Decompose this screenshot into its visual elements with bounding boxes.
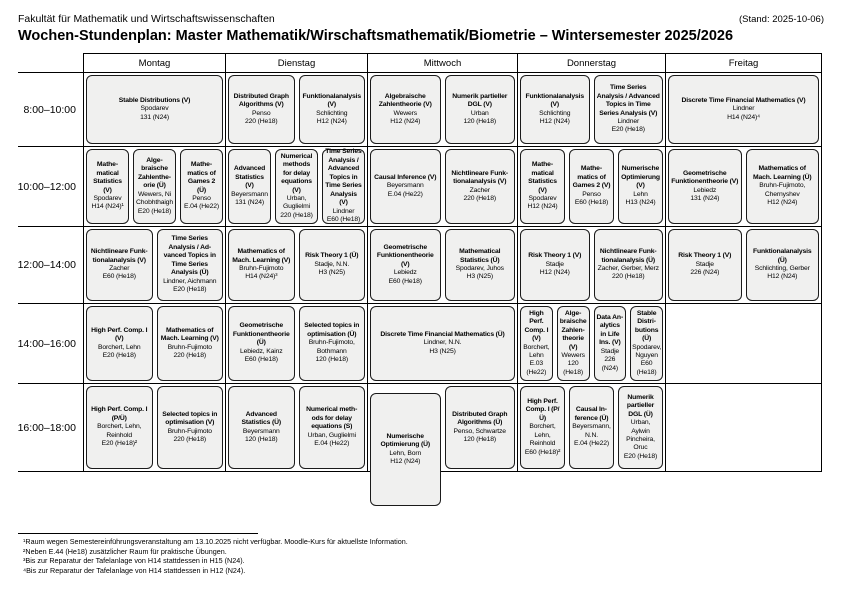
course-title: Numerical methods for delay equations (S): [306, 406, 358, 431]
course-room: 120 (He18): [563, 360, 584, 376]
slot-dienstag: [226, 73, 368, 147]
course-lecturers: Stadje: [600, 347, 620, 355]
faculty-name: Fakultät für Mathematik und Wirtschaftswissenschaften: [18, 13, 275, 25]
timetable-corner: [18, 53, 84, 73]
course-room: H3 (N25): [466, 273, 493, 281]
day-header-mittwoch: Mittwoch: [368, 53, 518, 73]
course-title: High Perf. Comp. I (P/Ü): [525, 397, 560, 422]
course-card: [228, 306, 295, 381]
course-room: E.04 (He22): [387, 190, 423, 198]
course-title: Advanced Statistics (Ü): [241, 410, 281, 427]
course-room: H12 (N24): [767, 199, 798, 207]
course-lecturers: Spodarev: [93, 194, 122, 202]
course-title: Causal Inference (Ü): [574, 406, 609, 422]
course-lecturers: Wewers: [561, 351, 585, 359]
slot-montag: [84, 147, 226, 227]
course-lecturers: Schlichting: [539, 109, 571, 117]
course-card: [445, 229, 516, 301]
course-room: 120 (He18): [244, 435, 278, 443]
course-room: 131 (N24): [690, 194, 720, 202]
course-room: H12 (N24): [390, 117, 421, 125]
course-title: Nichtlineare Funktionalanalysis (V): [451, 169, 509, 186]
slot-montag: [84, 227, 226, 304]
course-title: Algebraische Zahlentheorie (V): [378, 92, 432, 109]
course-lecturers: Beyersmann: [231, 190, 268, 198]
course-title: Time Series Analysis / Advanced Topics in Time Series Analysis (V): [596, 84, 660, 117]
course-room: 120 (He18): [315, 356, 348, 364]
course-lecturers: Lebiedz: [693, 186, 717, 194]
course-lecturers: Beyersmann, N.N.: [572, 423, 611, 439]
course-room: H3 (N25): [318, 269, 345, 277]
course-title: Risk Theory 1 (V): [528, 252, 582, 260]
course-lecturers: Borchert, Lehn: [98, 343, 141, 351]
course-room: E60 (He18): [574, 199, 609, 207]
slot-donnerstag: [518, 384, 666, 472]
course-card: [746, 149, 820, 224]
course-lecturers: Stadje: [545, 260, 564, 268]
course-room: 220 (He18): [244, 117, 278, 125]
course-room: E60 (He18): [244, 356, 278, 364]
course-title: Mathematical Statistics (V): [528, 161, 557, 194]
course-room: 120 (He18): [463, 435, 496, 443]
slot-montag: [84, 304, 226, 384]
course-room: E20 (He18): [137, 207, 172, 215]
course-title: Numerische Optimierung (Ü): [380, 432, 430, 449]
course-room: H12 (N24): [316, 117, 347, 125]
course-title: Stable Distributions (V): [118, 96, 191, 104]
course-lecturers: Bruhn-Fujimoto, Chernyshev: [759, 182, 806, 198]
course-lecturers: Wewers, Ni Chobhthaigh: [136, 190, 173, 207]
course-lecturers: Lebiedz: [393, 269, 417, 277]
course-title: Time Series Analysis / Advanced Topics in Time Series Analysis (V): [325, 148, 362, 207]
course-room: 220 (He18): [611, 273, 645, 281]
course-title: Numerische Optimierung (V): [621, 165, 660, 190]
footnote-rule: [18, 533, 258, 534]
course-room: H14 (N24)⁴: [727, 113, 760, 121]
course-title: Selected topics in optimisation (V): [162, 410, 218, 427]
course-lecturers: Bruhn-Fujimoto: [167, 343, 212, 351]
course-lecturers: Beyersmann: [242, 427, 280, 435]
course-title: Geometrische Funktionentheorie (V): [376, 243, 434, 268]
course-card: [86, 306, 153, 381]
course-lecturers: Lindner, N.N.: [423, 339, 462, 347]
slot-mittwoch: [368, 73, 518, 147]
course-room: E20 (He18): [623, 452, 658, 460]
course-title: Causal Inference (V): [374, 173, 437, 181]
course-card: [322, 149, 365, 224]
course-room: H12 (N24): [527, 203, 558, 211]
course-title: Selected topics in optimisation (Ü): [304, 322, 360, 338]
slot-donnerstag: [518, 73, 666, 147]
course-lecturers: Spodarev: [140, 105, 169, 113]
course-card: [86, 386, 153, 469]
course-lecturers: Lindner: [732, 105, 755, 113]
course-room: H12 (N24): [539, 269, 570, 277]
course-card: [445, 75, 516, 144]
course-room: 226 (N24): [690, 269, 720, 277]
course-title: Mathematics of Mach. Learning (V): [160, 326, 219, 343]
course-card: [668, 75, 819, 144]
course-title: Mathematical Statistics (V): [93, 161, 122, 194]
footnote: ²Neben E.44 (He18) zusätzlicher Raum für praktische Übungen.: [23, 546, 227, 556]
course-lecturers: Lindner: [332, 207, 355, 215]
course-card: [618, 149, 663, 224]
course-lecturers: Urban: [470, 109, 489, 117]
course-card: [668, 149, 742, 224]
course-title: Geometrische Funktionentheorie (V): [671, 169, 739, 186]
course-room: 220 (He18): [173, 351, 206, 359]
course-lecturers: Lindner: [617, 117, 640, 125]
course-title: Time Series Analysis / Advanced Topics in Time Series Analysis (Ü): [163, 235, 216, 277]
course-title: Distributed Graph Algorithms (V): [233, 92, 289, 109]
slot-donnerstag: [518, 147, 666, 227]
footnotes-section: [18, 533, 824, 576]
course-room: E20 (He18): [173, 286, 207, 294]
course-room: E60 (He18): [326, 216, 361, 224]
time-slot-label: 8:00–10:00: [18, 73, 84, 147]
course-lecturers: Stadje, N.N.: [314, 260, 350, 268]
course-lecturers: Penso: [192, 194, 211, 202]
course-card: [445, 386, 516, 469]
course-card: [133, 149, 176, 224]
course-title: Mathematics of Games 2 (Ü): [187, 161, 216, 194]
course-title: Advanced Statistics (V): [233, 165, 266, 190]
course-title: Mathematics of Mach. Learning (Ü): [753, 165, 812, 181]
course-card: [520, 229, 590, 301]
course-title: Risk Theory 1 (Ü): [305, 252, 359, 260]
course-card: [594, 306, 627, 381]
course-room: H12 (N24): [767, 273, 798, 281]
course-lecturers: Borchert, Lehn: [523, 343, 550, 359]
course-card: [299, 75, 366, 144]
course-lecturers: Penso: [582, 190, 601, 198]
course-card: [370, 75, 441, 144]
course-room: E.03 (He22): [526, 360, 547, 376]
course-title: Numerical methods for delay equations (V): [280, 152, 313, 194]
course-title: Algebraische Zahlentheorie (Ü): [137, 156, 171, 190]
day-header-dienstag: Dienstag: [226, 53, 368, 73]
course-title: Geometrische Funktionentheorie (Ü): [232, 322, 290, 347]
course-room: E60 (He18): [102, 273, 136, 281]
course-card: [445, 149, 516, 224]
slot-montag: [84, 384, 226, 472]
course-room: E20 (He18): [102, 351, 136, 359]
course-card: [228, 386, 295, 469]
course-card: [180, 149, 223, 224]
course-room: H13 (N24): [625, 199, 656, 207]
course-title: Numerik partieller DGL (V): [452, 92, 508, 109]
course-lecturers: Penso: [251, 109, 271, 117]
course-card: [275, 149, 318, 224]
course-card: [569, 149, 614, 224]
course-card: [86, 229, 153, 301]
course-lecturers: Beyersmann: [386, 182, 424, 190]
slot-freitag: [666, 227, 822, 304]
course-lecturers: Schlichting: [316, 109, 348, 117]
course-room: E60 (He18)²: [524, 448, 561, 456]
course-title: Funktionalanalysis (V): [525, 92, 584, 109]
course-room: E.04 (He22): [314, 440, 350, 448]
course-title: High Perf. Comp. I (V): [524, 309, 549, 343]
footnote-list: [18, 537, 824, 576]
slot-mittwoch: [368, 384, 518, 472]
timetable: [18, 53, 824, 472]
course-lecturers: Spodarev, Nguyen: [632, 343, 662, 359]
course-title: Numerik partieller DGL (Ü): [626, 393, 655, 418]
course-room: 131 (N24): [235, 199, 264, 207]
course-card: [157, 229, 224, 301]
course-room: H14 (N24)³: [245, 273, 278, 281]
course-room: E20 (He18): [611, 126, 645, 134]
slot-dienstag: [226, 304, 368, 384]
course-card: [594, 229, 664, 301]
course-room: E20 (He18)²: [101, 440, 137, 448]
course-lecturers: Lehn, Born: [389, 449, 422, 457]
document-header: [18, 13, 824, 25]
course-title: Discrete Time Financial Mathematics (V): [681, 96, 806, 104]
footnote: ¹Raum wegen Semestereinführungsveranstaltung am 13.10.2025 nicht verfügbar. Moodle-Kurs für aktuellste Information.: [23, 537, 408, 546]
course-lecturers: Bruhn-Fujimoto, Bothmann: [308, 339, 355, 355]
footnote: ⁴Bis zur Reparatur der Tafelanlage von H14 stattdessen in H12 (N24).: [23, 566, 246, 576]
course-lecturers: Bruhn-Fujimoto: [239, 265, 284, 272]
time-slot-label: 14:00–16:00: [18, 304, 84, 384]
course-card: [299, 306, 366, 381]
course-room: E60 (He18): [636, 360, 657, 376]
slot-freitag: [666, 384, 822, 472]
time-slot-label: 10:00–12:00: [18, 147, 84, 227]
course-lecturers: Lehn: [633, 190, 648, 198]
course-title: High Perf. Comp. I (V): [91, 326, 148, 343]
course-lecturers: Bruhn-Fujimoto: [167, 427, 212, 435]
time-slot-label: 16:00–18:00: [18, 384, 84, 472]
course-title: Risk Theory 1 (V): [678, 252, 732, 260]
course-lecturers: Urban, Guglielmi: [283, 194, 310, 211]
course-lecturers: Spodarev, Juhos: [455, 265, 504, 272]
slot-mittwoch: [368, 147, 518, 227]
course-room: 220 (He18): [173, 435, 206, 443]
course-lecturers: Zacher: [469, 186, 490, 194]
course-title: Algebraische Zahlentheorie (V): [559, 309, 587, 351]
slot-mittwoch: [368, 304, 518, 384]
course-card: [299, 386, 366, 469]
course-card: [594, 75, 664, 144]
slot-dienstag: [226, 147, 368, 227]
course-card: [668, 229, 742, 301]
course-title: Stable Distributions (Ü): [634, 309, 659, 343]
course-room: 220 (He18): [280, 211, 313, 219]
course-room: 220 (He18): [463, 194, 496, 202]
course-card: [370, 393, 441, 506]
day-header-montag: Montag: [84, 53, 226, 73]
course-title: Funktionalanalysis (Ü): [753, 248, 812, 264]
slot-donnerstag: [518, 227, 666, 304]
course-card: [370, 306, 515, 381]
course-lecturers: Zacher: [109, 265, 130, 272]
course-lecturers: Borchert, Lehn, Reinhold: [97, 423, 142, 439]
slot-freitag: [666, 304, 822, 384]
course-card: [157, 386, 224, 469]
course-lecturers: Spodarev: [528, 194, 557, 202]
course-card: [370, 229, 441, 301]
day-header-freitag: Freitag: [666, 53, 822, 73]
course-card: [157, 306, 224, 381]
course-card: [520, 75, 590, 144]
slot-dienstag: [226, 384, 368, 472]
course-card: [86, 75, 223, 144]
course-title: Funktionalanalysis (V): [302, 92, 361, 109]
slot-donnerstag: [518, 304, 666, 384]
course-room: H12 (N24): [390, 457, 421, 465]
course-title: Nichtlineare Funktionalanalysis (V): [90, 248, 148, 264]
course-card: [520, 306, 553, 381]
slot-freitag: [666, 73, 822, 147]
course-lecturers: Stadje: [695, 260, 714, 268]
course-room: 120 (He18): [463, 117, 496, 125]
course-lecturers: Lebiedz, Kainz: [240, 347, 283, 355]
course-card: [299, 229, 366, 301]
slot-dienstag: [226, 227, 368, 304]
course-card: [630, 306, 663, 381]
day-header-donnerstag: Donnerstag: [518, 53, 666, 73]
footnote: ³Bis zur Reparatur der Tafelanlage von H14 stattdessen in H15 (N24).: [23, 556, 245, 566]
course-title: Mathematical Statistics (Ü): [459, 248, 501, 264]
course-room: 226 (N24): [601, 356, 618, 372]
time-slot-label: 12:00–14:00: [18, 227, 84, 304]
course-room: H14 (N24)¹: [91, 203, 124, 211]
course-lecturers: Lindner, Aichmann: [163, 277, 217, 285]
course-room: E60 (He18): [388, 277, 422, 285]
slot-freitag: [666, 147, 822, 227]
course-card: [746, 229, 820, 301]
course-card: [618, 386, 663, 469]
course-lecturers: Borchert, Lehn, Reinhold: [529, 423, 556, 448]
course-room: E.04 (He22): [184, 203, 219, 211]
course-lecturers: Penso, Schwartze: [453, 427, 506, 435]
page-title: Wochen-Stundenplan: Master Mathematik/Wirschaftsmathematik/Biometrie – Wintersemester 2025/2026: [18, 28, 734, 44]
course-room: H12 (N24): [539, 117, 570, 125]
course-title: Mathematics of Mach. Learning (V): [232, 248, 291, 264]
course-lecturers: Urban, Guglielmi: [307, 431, 356, 439]
course-card: [557, 306, 590, 381]
course-room: H3 (N25): [429, 347, 456, 355]
course-card: [228, 75, 295, 144]
course-card: [370, 149, 441, 224]
stand-date: (Stand: 2025-10-06): [738, 14, 824, 25]
course-title: Nichtlineare Funktionalanalysis (Ü): [599, 248, 657, 264]
course-card: [86, 149, 129, 224]
course-card: [520, 386, 565, 469]
course-title: Data Analytics in Life Ins. (V): [596, 313, 624, 347]
course-title: Distributed Graph Algorithms (Ü): [452, 410, 508, 427]
course-room: 131 (N24): [140, 113, 169, 121]
course-card: [228, 149, 271, 224]
slot-mittwoch: [368, 227, 518, 304]
course-title: High Perf. Comp. I (P/Ü): [91, 406, 148, 422]
course-title: Mathematics of Games 2 (V): [572, 165, 611, 190]
course-lecturers: Urban, Aylwin Pincheira, Oruc: [626, 419, 655, 452]
course-room: E.04 (He22): [574, 440, 609, 448]
course-card: [569, 386, 614, 469]
course-title: Discrete Time Financial Mathematics (Ü): [380, 330, 505, 338]
course-lecturers: Schlichting, Gerber: [754, 265, 810, 272]
course-card: [520, 149, 565, 224]
slot-montag: [84, 73, 226, 147]
course-lecturers: Zacher, Gerber, Merz: [597, 265, 659, 272]
course-lecturers: Wewers: [393, 109, 418, 117]
course-card: [228, 229, 295, 301]
